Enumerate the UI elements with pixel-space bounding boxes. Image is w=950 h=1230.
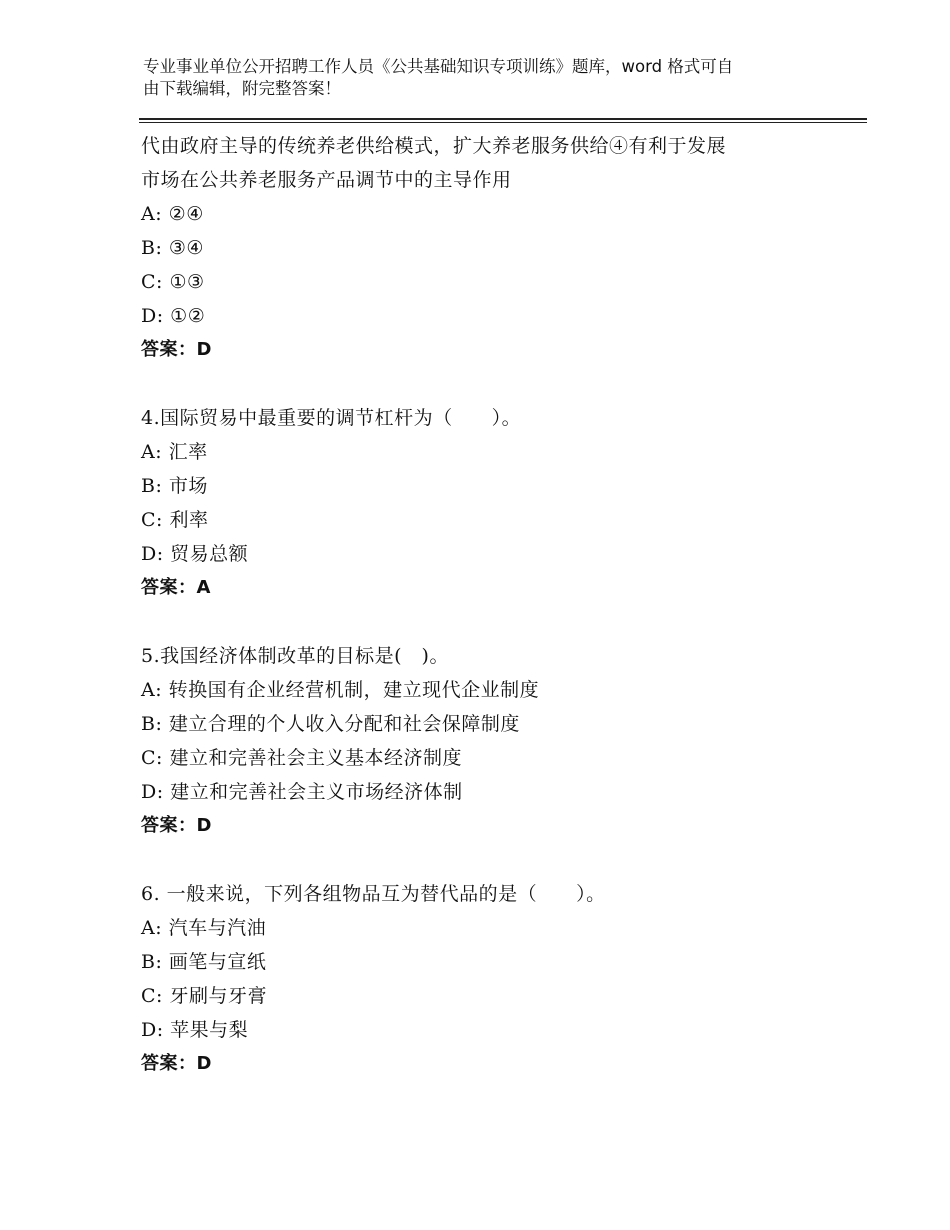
question-3-text-continued-2: 市场在公共养老服务产品调节中的主导作用 (141, 169, 512, 191)
question-3-text-continued-1: 代由政府主导的传统养老供给模式，扩大养老服务供给④有利于发展 (141, 135, 727, 157)
header-line-1: 专业事业单位公开招聘工作人员《公共基础知识专项训练》题库，word 格式可自 (143, 57, 734, 76)
question-6 (141, 877, 861, 1081)
question-3-option-d: D: ①② (141, 305, 206, 327)
question-3-option-c: C: ①③ (141, 271, 205, 293)
question-5-option-a: A: 转换国有企业经营机制，建立现代企业制度 (141, 679, 540, 701)
question-4-option-a: A: 汇率 (141, 441, 208, 463)
header-rule-thick (139, 118, 867, 120)
page-header (143, 56, 843, 100)
question-4-answer: 答案：A (141, 577, 211, 598)
question-5-option-b: B: 建立合理的个人收入分配和社会保障制度 (141, 713, 520, 735)
question-6-option-d: D: 苹果与梨 (141, 1019, 249, 1041)
question-3-option-b: B: ③④ (141, 237, 204, 259)
question-list (141, 129, 861, 1081)
question-4 (141, 401, 861, 605)
question-3 (141, 129, 861, 367)
question-4-option-c: C: 利率 (141, 509, 209, 531)
question-3-answer: 答案：D (141, 339, 212, 360)
question-4-option-d: D: 贸易总额 (141, 543, 249, 565)
question-5-option-d: D: 建立和完善社会主义市场经济体制 (141, 781, 463, 803)
question-4-option-b: B: 市场 (141, 475, 208, 497)
question-5-text: 5.我国经济体制改革的目标是( )。 (141, 645, 449, 667)
question-4-text: 4.国际贸易中最重要的调节杠杆为（ ）。 (141, 407, 522, 429)
question-5-option-c: C: 建立和完善社会主义基本经济制度 (141, 747, 462, 769)
header-line-2: 由下载编辑，附完整答案！ (143, 79, 341, 98)
question-6-text: 6. 一般来说，下列各组物品互为替代品的是（ ）。 (141, 883, 606, 905)
question-6-option-b: B: 画笔与宣纸 (141, 951, 267, 973)
question-3-option-a: A: ②④ (141, 203, 204, 225)
header-rule-thin (139, 122, 867, 123)
question-6-answer: 答案：D (141, 1053, 212, 1074)
question-5-answer: 答案：D (141, 815, 212, 836)
spacer (141, 605, 861, 639)
question-5 (141, 639, 861, 843)
spacer (141, 367, 861, 401)
question-6-option-c: C: 牙刷与牙膏 (141, 985, 267, 1007)
spacer (141, 843, 861, 877)
question-6-option-a: A: 汽车与汽油 (141, 917, 267, 939)
